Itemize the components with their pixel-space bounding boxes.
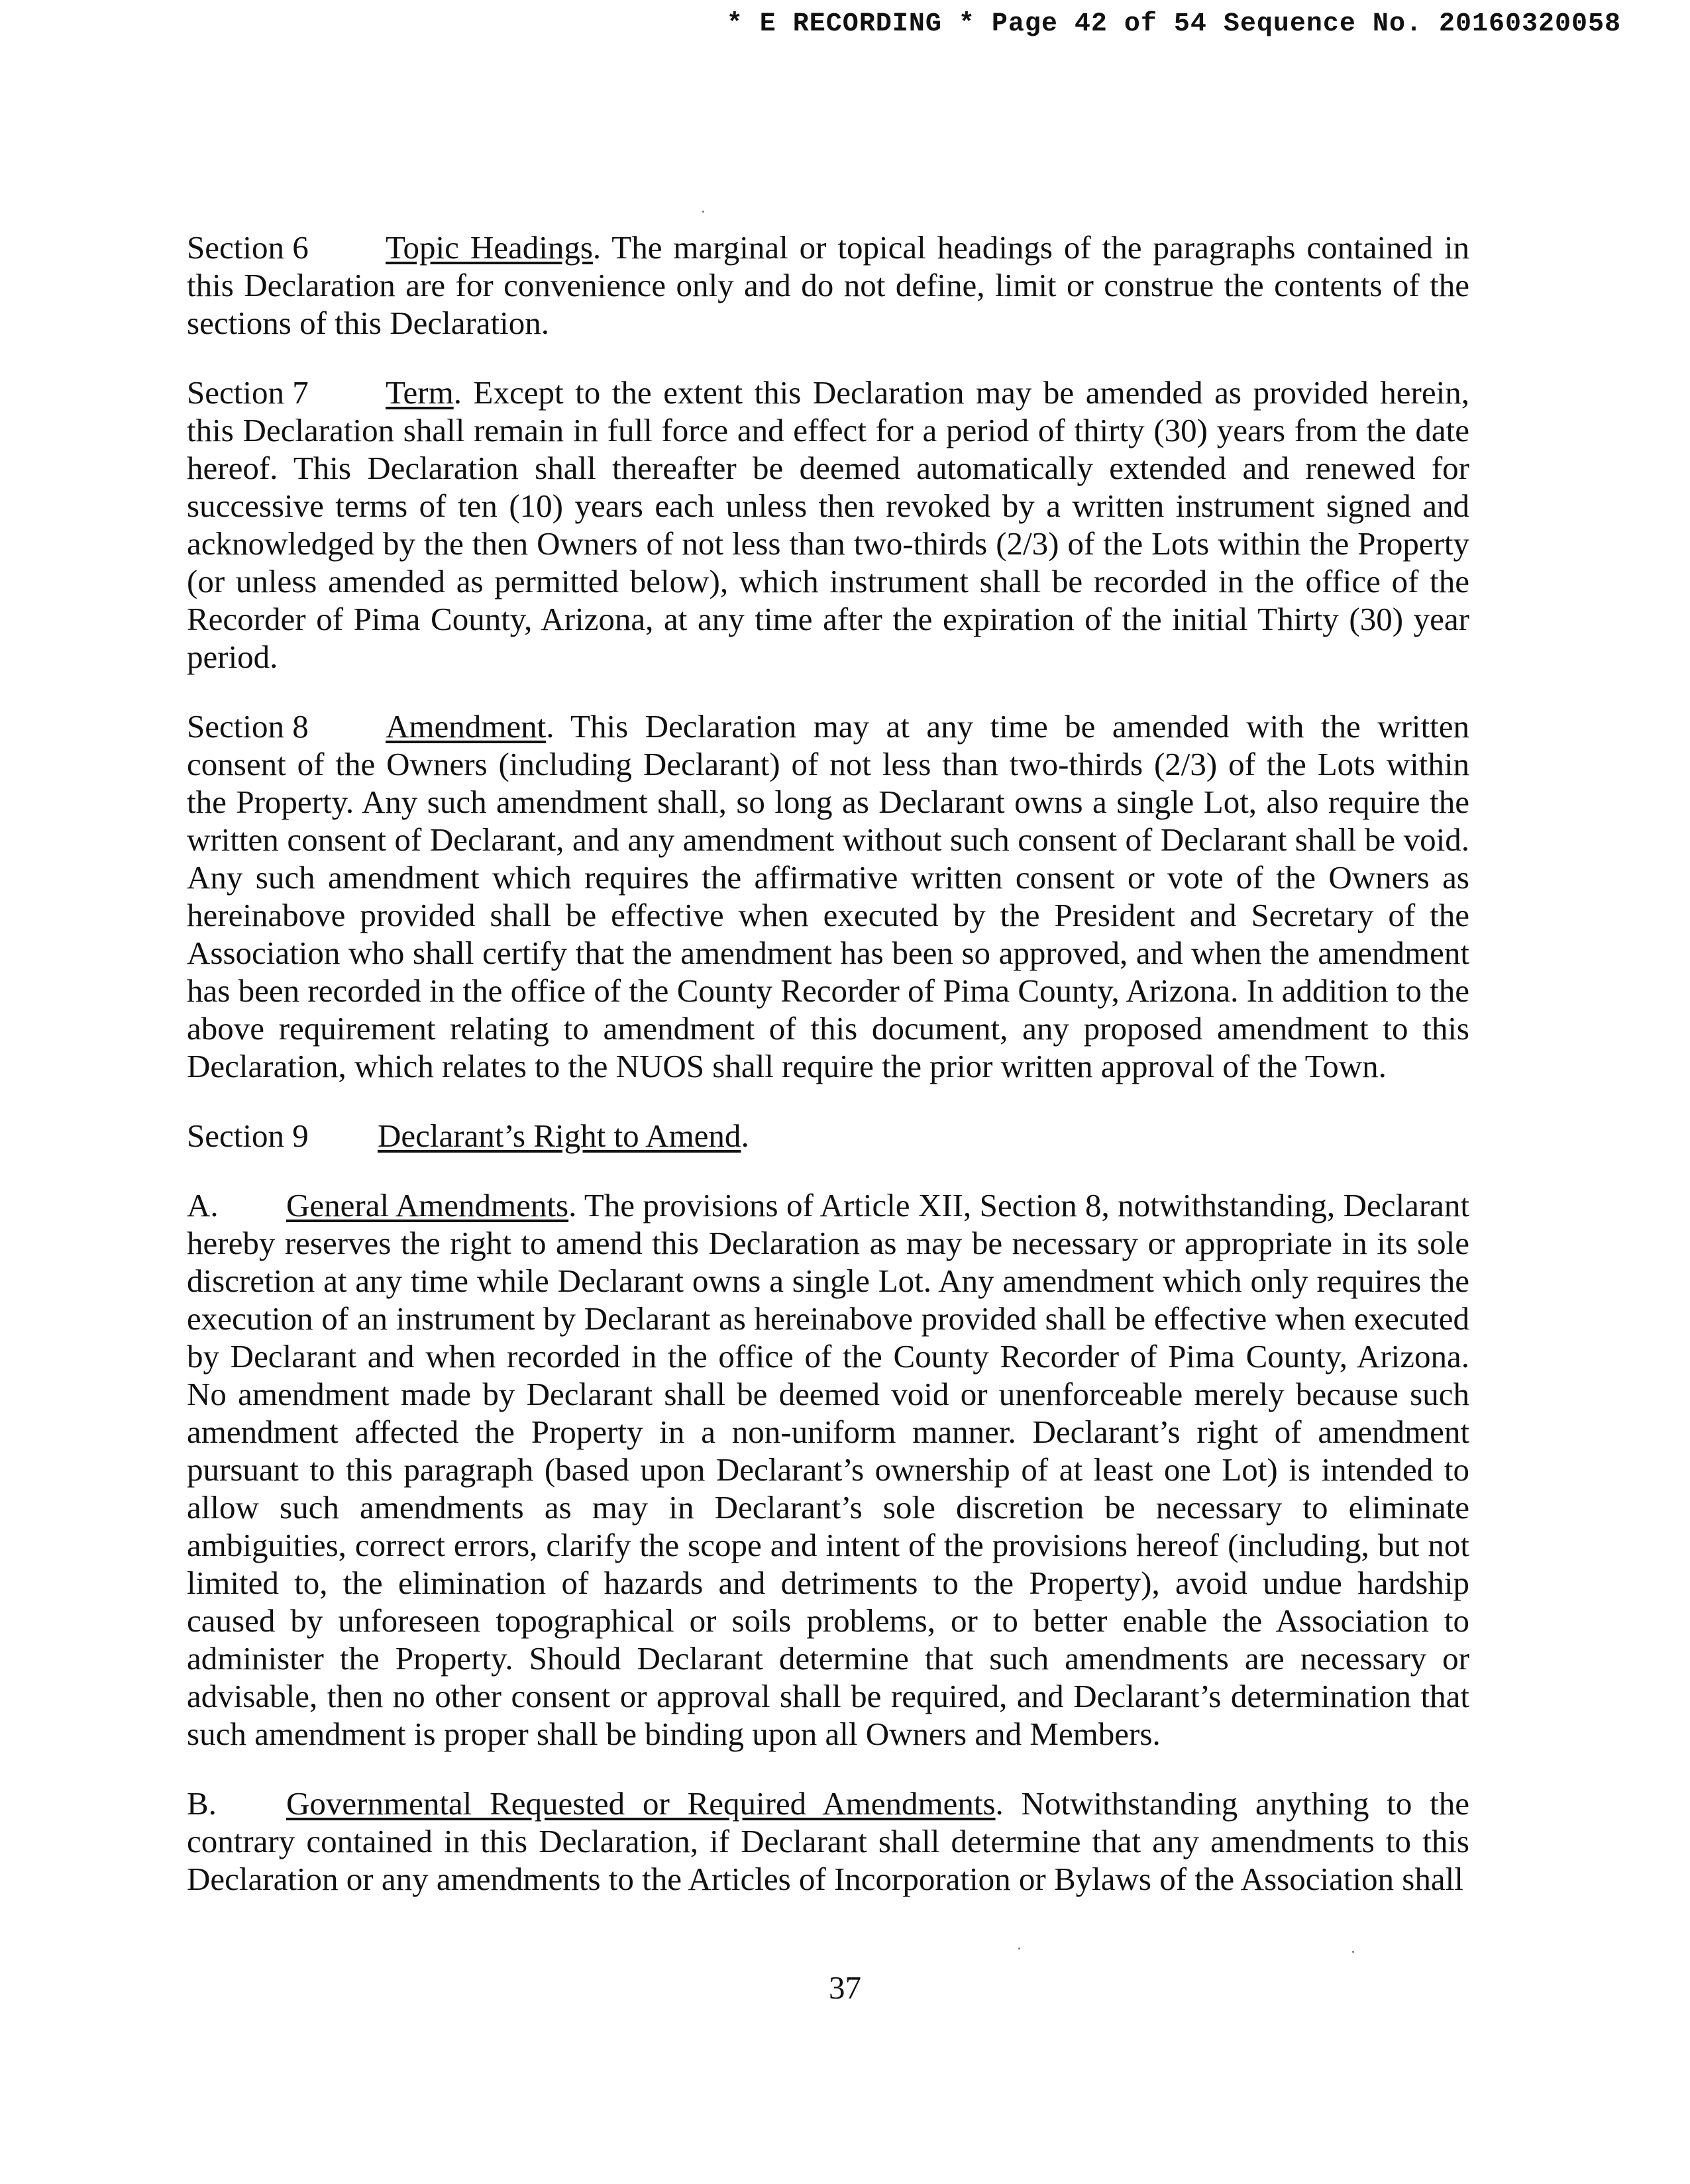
- recording-stamp: * E RECORDING * Page 42 of 54 Sequence No. 20160320058: [726, 9, 1621, 39]
- scan-speck: [702, 211, 704, 213]
- section-9-title: Declarant’s Right to Amend: [378, 1118, 741, 1154]
- document-body: [187, 229, 1469, 1930]
- section-7-text: . Except to the extent this Declaration may be amended as provided herein, this Declaration shall remain in full force and effect for a period of thirty (30) years from the date hereof. This Declaration shall thereafter be deemed automatically extended and renewed for successive terms of ten (10) years each unless then revoked by a written instrument signed and acknowledged by the then Owners of not less than two-thirds (2/3) of the Lots within the Property (or unless amended as permitted below), which instrument shall be recorded in the office of the Recorder of Pima County, Arizona, at any time after the expiration of the initial Thirty (30) year period.: [187, 374, 1469, 675]
- page-number: 37: [829, 1969, 861, 2006]
- section-9a-text: . The provisions of Article XII, Section 8, notwithstanding, Declarant hereby reserves the right to amend this Declaration as may be necessary or appropriate in its sole discretion at any time while Declarant owns a single Lot. Any amendment which only requires the execution of an instrument by Declarant as hereinabove provided shall be effective when executed by Declarant and when recorded in the office of the County Recorder of Pima County, Arizona. No amendment made by Declarant shall be deemed void or unenforceable merely because such amendment affected the Property in a non-uniform manner. Declarant’s right of amendment pursuant to this paragraph (based upon Declarant’s ownership of at least one Lot) is intended to allow such amendments as may in Declarant’s sole discretion be necessary to eliminate ambiguities, correct errors, clarify the scope and intent of the provisions hereof (including, but not limited to, the elimination of hazards and detriments to the Property), avoid undue hardship caused by unforeseen topographical or soils problems, or to better enable the Association to administer the Property. Should Declarant determine that such amendments are necessary or advisable, then no other consent or approval shall be required, and Declarant’s determination that such amendment is proper shall be binding upon all Owners and Members.: [187, 1187, 1470, 1752]
- section-9-label: Section 9: [187, 1118, 309, 1154]
- section-9a-letter: A.: [187, 1187, 219, 1223]
- section-7-label: Section 7: [187, 374, 309, 411]
- section-9b-letter: B.: [187, 1785, 217, 1822]
- section-6-title: Topic Headings: [386, 229, 593, 266]
- section-6-label: Section 6: [187, 229, 309, 266]
- section-6-text: . The marginal or topical headings of the paragraphs contained in this Declaration are for convenience only and do not define, limit or construe the contents of the sections of this Declaration.: [187, 229, 1469, 341]
- section-9a-title: General Amendments: [286, 1187, 569, 1223]
- section-8-text: . This Declaration may at any time be amended with the written consent of the Owners (including Declarant) of not less than two-thirds (2/3) of the Lots within the Property. Any such amendment shall, so long as Declarant owns a single Lot, also require the written consent of Declarant, and any amendment without such consent of Declarant shall be void. Any such amendment which requires the affirmative written consent or vote of the Owners as hereinabove provided shall be effective when executed by the President and Secretary of the Association who shall certify that the amendment has been so approved, and when the amendment has been recorded in the office of the County Recorder of Pima County, Arizona. In addition to the above requirement relating to amendment of this document, any proposed amendment to this Declaration, which relates to the NUOS shall require the prior written approval of the Town.: [187, 708, 1469, 1084]
- section-7-title: Term: [386, 374, 454, 411]
- section-9b-text: . Notwithstanding anything to the contrary contained in this Declaration, if Declarant shall determine that any amendments to this Declaration or any amendments to the Articles of Incorporation or Bylaws of the Association shall: [187, 1785, 1469, 1897]
- section-9b-title: Governmental Requested or Required Amendments: [286, 1785, 996, 1822]
- scan-speck: [1018, 1948, 1020, 1950]
- section-9b: [187, 1785, 1469, 1898]
- section-9-title-suffix: .: [741, 1118, 749, 1154]
- scan-speck: [1352, 1951, 1354, 1953]
- section-9: [187, 1117, 1469, 1155]
- section-8-title: Amendment: [386, 708, 547, 745]
- section-8-label: Section 8: [187, 708, 309, 745]
- section-7: [187, 374, 1469, 676]
- section-8: [187, 707, 1469, 1085]
- section-9a: [187, 1186, 1469, 1753]
- section-6: [187, 229, 1469, 342]
